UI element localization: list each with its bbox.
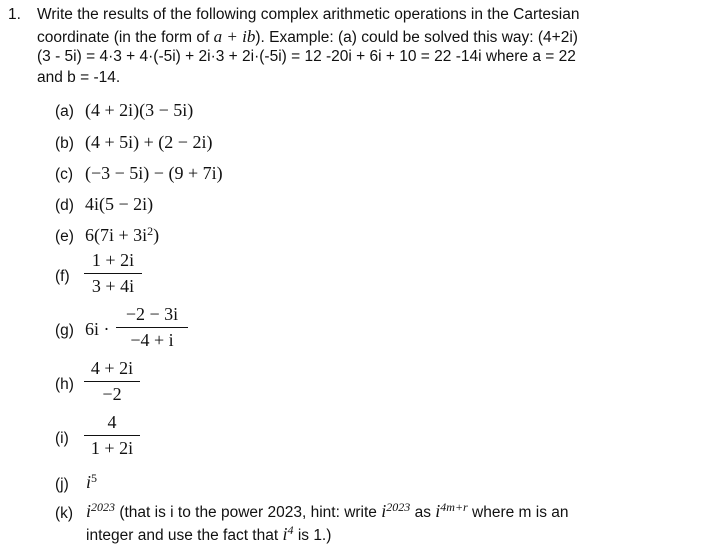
item-f-numerator: 1 + 2i [91, 250, 135, 270]
item-d-expression: 4i(5 − 2i) [85, 194, 154, 214]
item-k-exp-2: 2023 [386, 500, 411, 514]
fraction-bar [116, 327, 188, 328]
item-k-base-4: i [282, 524, 288, 544]
intro-line-4: and b = -14. [37, 69, 121, 86]
item-k-text-2: as [414, 504, 431, 521]
fraction-bar [84, 381, 140, 382]
item-k-base-2: i [381, 501, 387, 521]
fraction-bar [84, 273, 142, 274]
item-e-exponent: 2 [147, 224, 154, 238]
item-i-numerator: 4 [107, 412, 117, 432]
item-e-label: (e) [55, 228, 74, 245]
item-k-exp-4: 4 [287, 523, 294, 537]
item-k-power-1 [86, 501, 115, 521]
item-b-expression: (4 + 5i) + (2 − 2i) [85, 132, 213, 152]
item-e-expression [85, 225, 159, 246]
item-h-label: (h) [55, 376, 74, 393]
item-b-label: (b) [55, 135, 74, 152]
item-c-label: (c) [55, 166, 74, 183]
item-k-text-3: where m is an [472, 504, 569, 521]
item-e-expr-pre: 6(7i + 3i [85, 225, 148, 245]
item-k-label: (k) [55, 505, 74, 522]
item-g-fraction [116, 304, 188, 351]
item-d-label: (d) [55, 197, 74, 214]
fraction-bar [84, 435, 140, 436]
item-h-numerator: 4 + 2i [90, 358, 134, 378]
item-c-expression: (−3 − 5i) − (9 + 7i) [85, 163, 223, 183]
item-a-expression: (4 + 2i)(3 − 5i) [85, 100, 194, 120]
item-f-fraction [84, 250, 142, 297]
item-f-label: (f) [55, 268, 70, 285]
item-k-base-1: i [86, 501, 92, 521]
intro-line-2-post: ). Example: (a) could be solved this way: (4+2i) [255, 29, 578, 46]
item-f-denominator: 3 + 4i [91, 276, 135, 296]
item-h-fraction [84, 358, 140, 405]
item-j-base: i [86, 472, 92, 492]
item-k-text-1: (that is i to the power 2023, hint: write [119, 504, 377, 521]
item-j-label: (j) [55, 476, 69, 493]
intro-line-2-pre: coordinate (in the form of [37, 29, 210, 46]
item-e-expr-post: ) [153, 225, 160, 245]
item-a-label: (a) [55, 103, 74, 120]
item-h-denominator: −2 [102, 384, 122, 404]
item-k-line-2 [86, 524, 331, 545]
intro-line-3: (3 - 5i) = 4·3 + 4·(-5i) + 2i·3 + 2i·(-5i) = 12 -20i + 6i + 10 = 22 -14i where a = 22 [37, 48, 576, 65]
item-i-label: (i) [55, 430, 69, 447]
item-k-line-2-post: is 1.) [297, 527, 332, 544]
item-k-exp-1: 2023 [91, 500, 116, 514]
intro-line-1: Write the results of the following complex arithmetic operations in the Cartesian [37, 6, 580, 23]
problem-number: 1. [8, 6, 21, 23]
item-j-exponent: 5 [91, 471, 98, 485]
intro-form-math: a + ib [213, 27, 256, 46]
item-g-label: (g) [55, 322, 74, 339]
item-k-power-3 [435, 501, 467, 521]
item-g-numerator: −2 − 3i [125, 304, 179, 324]
item-j-expression [86, 472, 97, 493]
item-k-power-2 [381, 501, 410, 521]
item-i-denominator: 1 + 2i [90, 438, 134, 458]
item-k-power-4 [282, 524, 293, 544]
item-g-denominator: −4 + i [130, 330, 174, 350]
item-k-line-1 [86, 501, 569, 522]
item-i-fraction [84, 412, 140, 459]
item-g-prefix: 6i · [85, 319, 110, 339]
intro-line-2 [37, 27, 578, 47]
item-k-base-3: i [435, 501, 441, 521]
item-k-exp-3: 4m+r [440, 500, 468, 514]
item-k-line-2-pre: integer and use the fact that [86, 527, 279, 544]
